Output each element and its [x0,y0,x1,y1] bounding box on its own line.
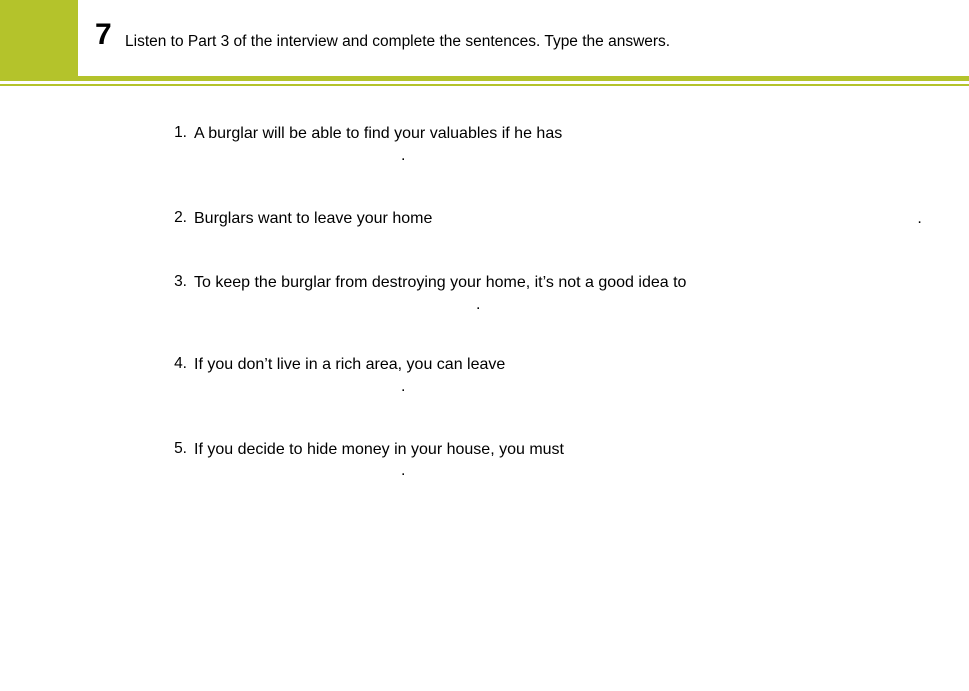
exercise-item-4 [0,354,969,397]
item-end-period: . [401,377,406,395]
item-wrap-spacer [194,293,893,314]
item-end-period: . [401,462,406,480]
answer-input-2[interactable] [710,210,917,228]
item-body [187,208,922,230]
item-prompt-text: Burglars want to leave your home [194,210,433,228]
exercise-number: 7 [95,18,112,51]
item-prompt-text: A burglar will be able to find your valuables if he has [194,125,563,142]
exercise-header [0,0,969,76]
header-divider-thick [0,76,969,81]
item-body [187,272,893,315]
answer-input-5[interactable] [194,462,401,480]
item-body [187,123,969,166]
header-color-block [0,0,78,76]
exercise-item-5 [0,439,969,482]
item-body [187,354,969,397]
exercise-instruction: Listen to Part 3 of the interview and complete the sentences. Type the answers. [125,33,671,50]
item-number: 3. [174,272,187,290]
exercise-item-3 [0,272,969,315]
exercise-item-2 [0,208,969,230]
answer-input-4[interactable] [194,378,401,396]
item-end-period: . [917,210,922,228]
exercise-items [0,105,969,506]
item-prompt-text: If you decide to hide money in your house, you must [194,440,564,458]
item-number: 5. [174,439,187,457]
item-prompt-text: If you don’t live in a rich area, you can leave [194,356,506,374]
item-end-period: . [476,295,481,313]
item-body [187,439,969,482]
item-number: 4. [174,355,187,373]
item-end-period: . [401,146,406,164]
header-divider-thin [0,84,969,86]
exercise-item-1 [0,123,969,166]
answer-input-3[interactable] [686,274,893,292]
item-number: 1. [174,124,187,141]
item-prompt-text: To keep the burglar from destroying your home, it’s not a good idea to [194,273,687,291]
item-number: 2. [174,209,187,227]
answer-input-1[interactable] [194,147,401,165]
